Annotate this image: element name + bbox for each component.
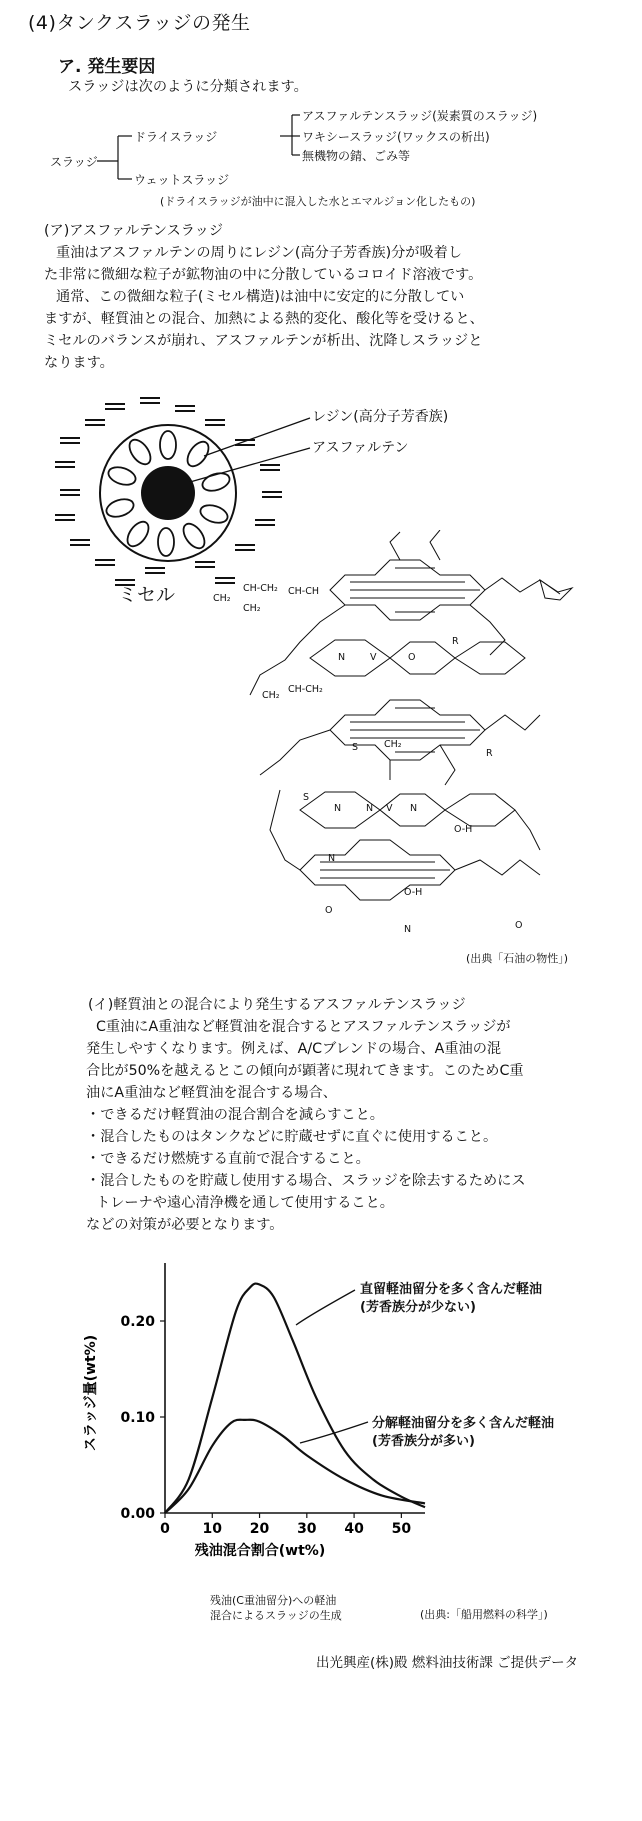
series-line-1 <box>165 1284 425 1513</box>
structure-label: N <box>328 853 336 864</box>
structure-label: N <box>410 803 418 814</box>
x-axis-label: 残油混合割合(wt%) <box>194 1543 326 1559</box>
asphaltene-label: アスファルテン <box>312 440 409 456</box>
structure-label: N <box>334 803 342 814</box>
intro-text: スラッジは次のように分類されます。 <box>68 79 308 95</box>
tree-dry-label: ドライスラッジ <box>134 130 218 144</box>
resin-label: レジン(高分子芳香族) <box>312 409 449 425</box>
legend-1-leader <box>296 1290 355 1325</box>
structure-label: N <box>404 924 412 935</box>
structure-label: V <box>370 652 377 663</box>
structure-label: R <box>486 748 493 759</box>
structure-label: CH₂ <box>243 603 261 614</box>
y-tick-label: 0.10 <box>120 1410 155 1426</box>
mixing-line: 合比が50%を越えるとこの傾向が顕著に現れてきます。このためC重 <box>86 1063 524 1079</box>
mixing-bullet: ・混合したものはタンクなどに貯蔵せずに直ぐに使用すること。 <box>86 1129 498 1145</box>
asphaltene-line: 通常、この微細な粒子(ミセル構造)は油中に安定的に分散してい <box>56 289 465 305</box>
mixing-heading: (イ)軽質油との混合により発生するアスファルテンスラッジ <box>88 997 466 1013</box>
structure-label: V <box>386 803 393 814</box>
x-tick-label: 30 <box>297 1521 317 1537</box>
mixing-line: 油にA重油など軽質油を混合する場合、 <box>86 1085 337 1101</box>
credit-text: 出光興産(株)殿 燃料油技術課 ご提供データ <box>316 1655 579 1671</box>
mixing-line: などの対策が必要となります。 <box>86 1217 284 1233</box>
structure-label: R <box>452 636 459 647</box>
asphaltene-line: 重油はアスファルテンの周りにレジン(高分子芳香族)分が吸着し <box>56 245 463 261</box>
x-tick-label: 40 <box>344 1521 364 1537</box>
legend-2-leader <box>300 1422 368 1443</box>
structure-source: (出典「石油の物性」) <box>466 952 569 965</box>
asphaltene-line: た非常に微細な粒子が鉱物油の中に分散しているコロイド溶液です。 <box>44 267 483 283</box>
structure-label: O-H <box>454 824 473 835</box>
structure-label: CH₂ <box>262 690 280 701</box>
micelle-caption: ミセル <box>118 584 176 606</box>
chart-caption: 残油(C重油留分)への軽油 <box>210 1594 337 1607</box>
asphaltene-heading: (ア)アスファルテンスラッジ <box>44 223 224 239</box>
subsection-title: ア. 発生要因 <box>58 57 156 77</box>
mixing-line: 発生しやすくなります。例えば、A/Cブレンドの場合、A重油の混 <box>86 1041 502 1057</box>
tree-dry-item: アスファルテンスラッジ(炭素質のスラッジ) <box>302 109 538 123</box>
structure-label: CH-CH₂ <box>288 684 323 695</box>
legend-series-1: 直留軽油留分を多く含んだ軽油 <box>360 1282 543 1297</box>
structure-label: CH-CH <box>288 586 319 597</box>
structure-label: O <box>325 905 333 916</box>
structure-label: O <box>408 652 416 663</box>
x-tick-label: 20 <box>249 1521 270 1537</box>
chart-caption: 混合によるスラッジの生成 <box>210 1609 342 1622</box>
legend-series-1-note: (芳香族分が少ない) <box>360 1300 476 1315</box>
section-title: (4)タンクスラッジの発生 <box>28 12 251 34</box>
structure-label: O <box>515 920 523 931</box>
asphaltene-line: ミセルのバランスが崩れ、アスファルテンが析出、沈降しスラッジと <box>44 333 483 349</box>
mixing-bullet: ・できるだけ軽質油の混合割合を減らすこと。 <box>86 1107 384 1123</box>
legend-series-2: 分解軽油留分を多く含んだ軽油 <box>372 1416 555 1431</box>
x-tick-label: 0 <box>160 1521 170 1537</box>
y-tick-label: 0.00 <box>120 1506 155 1522</box>
structure-label: CH₂ <box>213 593 231 604</box>
tree-dry-item: ワキシースラッジ(ワックスの析出) <box>302 130 490 144</box>
structure-label: O-H <box>404 887 423 898</box>
tree-wet-note: (ドライスラッジが油中に混入した水とエマルジョン化したもの) <box>160 195 476 208</box>
mixing-line: トレーナや遠心清浄機を通して使用すること。 <box>96 1195 394 1211</box>
tree-wet-label: ウェットスラッジ <box>134 173 230 187</box>
mixing-bullet: ・混合したものを貯蔵し使用する場合、スラッジを除去するためにス <box>86 1173 526 1189</box>
mixing-line: C重油にA重油など軽質油を混合するとアスファルテンスラッジが <box>96 1019 511 1035</box>
asphaltene-core <box>141 466 195 520</box>
structure-label: N <box>338 652 346 663</box>
structure-label: CH-CH₂ <box>243 583 278 594</box>
structure-label: S <box>352 742 359 753</box>
structure-label: N <box>366 803 374 814</box>
tree-dry-item: 無機物の錆、ごみ等 <box>302 149 411 163</box>
legend-series-2-note: (芳香族分が多い) <box>372 1434 475 1449</box>
structure-label: CH₂ <box>384 739 402 750</box>
y-axis-label: スラッジ量(wt%) <box>83 1334 99 1452</box>
asphaltene-line: なります。 <box>44 355 114 371</box>
structure-label: S <box>303 792 310 803</box>
chart-source: (出典:「船用燃料の科学」) <box>420 1608 548 1621</box>
tree-root-label: スラッジ <box>50 155 98 169</box>
y-tick-label: 0.20 <box>120 1314 155 1330</box>
x-tick-label: 10 <box>202 1521 223 1537</box>
x-tick-label: 50 <box>391 1521 412 1537</box>
mixing-bullet: ・できるだけ燃焼する直前で混合すること。 <box>86 1151 370 1167</box>
asphaltene-line: ますが、軽質油との混合、加熱による熱的変化、酸化等を受けると、 <box>44 311 484 327</box>
